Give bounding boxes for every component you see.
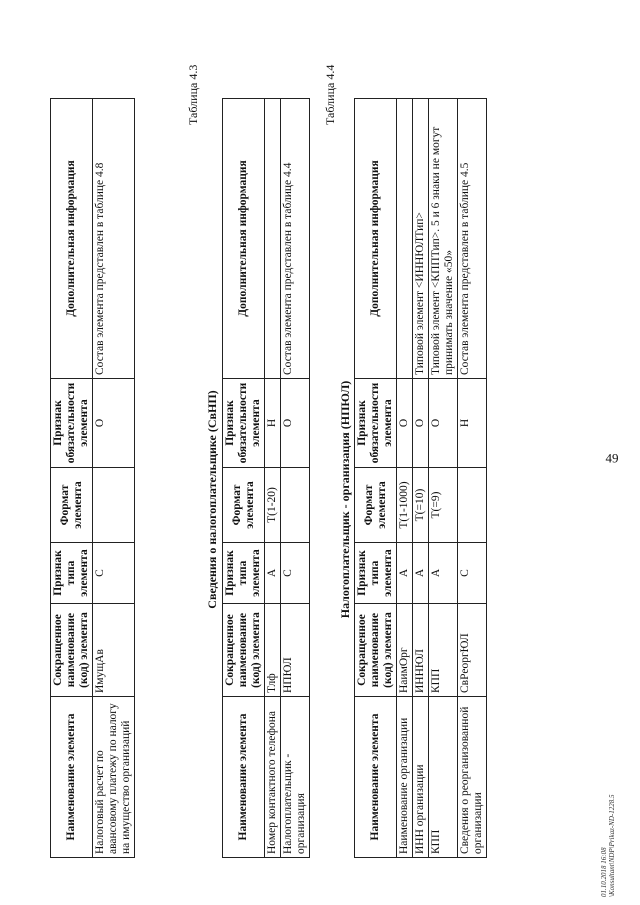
cell-info: Состав элемента представлен в таблице 4.4 — [281, 99, 310, 379]
table-label: Таблица 4.4 — [323, 64, 337, 125]
table-imushav — [50, 98, 135, 858]
header-info: Дополнительная информация — [223, 99, 265, 379]
cell-info: Типовой элемент <ИННЮЛТип> — [413, 99, 429, 379]
table-row — [281, 99, 310, 858]
table-row — [413, 99, 429, 858]
table-header-row — [355, 99, 397, 858]
table-label: Таблица 4.3 — [186, 64, 200, 125]
cell-code: ИмущАв — [93, 604, 135, 697]
cell-format — [93, 468, 135, 543]
cell-format: T(=9) — [429, 468, 458, 543]
cell-format — [458, 468, 487, 543]
cell-code: Тлф — [265, 604, 281, 697]
cell-required: О — [413, 379, 429, 468]
table-title: Налогоплательщик - организация (НПЮЛ) — [338, 380, 352, 619]
table-npyul — [354, 98, 487, 858]
cell-info: Типовой элемент <КППТип>. 5 и 6 знаки не могут принимать значение «50» — [429, 99, 458, 379]
header-name: Наименование элемента — [223, 697, 265, 858]
header-type: Признак типа элемента — [223, 543, 265, 604]
cell-format: T(1-1000) — [397, 468, 413, 543]
table-header-row — [223, 99, 265, 858]
cell-type: А — [413, 543, 429, 604]
footer-stamp — [600, 795, 616, 897]
cell-required: Н — [458, 379, 487, 468]
cell-code: НаимОрг — [397, 604, 413, 697]
cell-type: А — [429, 543, 458, 604]
cell-name: Сведения о реорганизованной организации — [458, 697, 487, 858]
header-required: Признак обязательности элемента — [223, 379, 265, 468]
cell-type: С — [281, 543, 310, 604]
footer-date: 01.10.2018 16:08 — [600, 847, 608, 897]
table-row — [458, 99, 487, 858]
header-required: Признак обязательности элемента — [355, 379, 397, 468]
cell-info: Состав элемента представлен в таблице 4.8 — [93, 99, 135, 379]
cell-format: T(1-20) — [265, 468, 281, 543]
header-code: Сокращенное наименование (код) элемента — [355, 604, 397, 697]
header-name: Наименование элемента — [355, 697, 397, 858]
cell-type: А — [397, 543, 413, 604]
header-info: Дополнительная информация — [51, 99, 93, 379]
cell-required: Н — [265, 379, 281, 468]
cell-info: Состав элемента представлен в таблице 4.5 — [458, 99, 487, 379]
header-type: Признак типа элемента — [355, 543, 397, 604]
cell-required: О — [429, 379, 458, 468]
cell-code: СвРеоргЮЛ — [458, 604, 487, 697]
cell-type: А — [265, 543, 281, 604]
cell-format — [281, 468, 310, 543]
cell-code: КПП — [429, 604, 458, 697]
header-name: Наименование элемента — [51, 697, 93, 858]
cell-code: НПЮЛ — [281, 604, 310, 697]
cell-type: С — [93, 543, 135, 604]
cell-info — [397, 99, 413, 379]
page-number: 49 — [605, 450, 619, 466]
table-row — [429, 99, 458, 858]
header-info: Дополнительная информация — [355, 99, 397, 379]
header-format: Формат элемента — [355, 468, 397, 543]
cell-code: ИННЮЛ — [413, 604, 429, 697]
table-svnp — [222, 98, 310, 858]
cell-type: С — [458, 543, 487, 604]
cell-name: Налогоплательщик - организация — [281, 697, 310, 858]
cell-name: Налоговый расчет по авансовому платежу по налогу на имущество организаций — [93, 697, 135, 858]
cell-name: Номер контактного телефона — [265, 697, 281, 858]
footer-path: \Konsultant\NDP\Prikaz-ND-1228.5 — [608, 794, 616, 897]
cell-required: О — [93, 379, 135, 468]
header-required: Признак обязательности элемента — [51, 379, 93, 468]
cell-name: Наименование организации — [397, 697, 413, 858]
header-code: Сокращенное наименование (код) элемента — [223, 604, 265, 697]
table-row — [93, 99, 135, 858]
cell-name: КПП — [429, 697, 458, 858]
cell-info — [265, 99, 281, 379]
header-format: Формат элемента — [223, 468, 265, 543]
cell-format: T(=10) — [413, 468, 429, 543]
table-title: Сведения о налогоплательщике (СвНП) — [205, 390, 219, 609]
cell-name: ИНН организации — [413, 697, 429, 858]
header-format: Формат элемента — [51, 468, 93, 543]
table-row — [397, 99, 413, 858]
header-code: Сокращенное наименование (код) элемента — [51, 604, 93, 697]
table-row — [265, 99, 281, 858]
header-type: Признак типа элемента — [51, 543, 93, 604]
cell-required: О — [397, 379, 413, 468]
cell-required: О — [281, 379, 310, 468]
table-header-row — [51, 99, 93, 858]
